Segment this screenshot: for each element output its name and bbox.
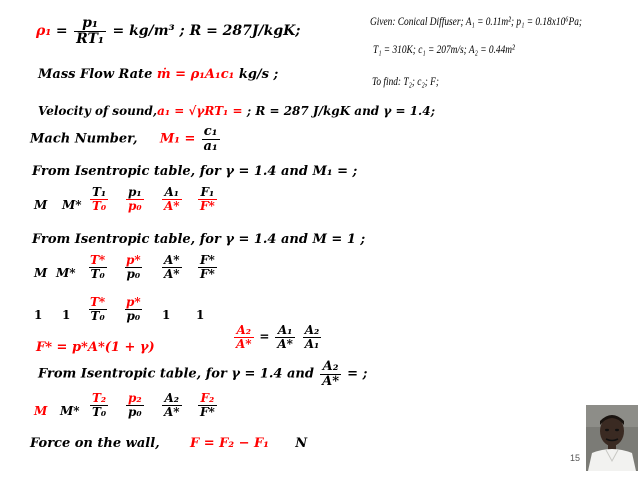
force-star-equation [36, 340, 155, 355]
table3-heading [38, 360, 367, 388]
table2-col-mstar: M* [56, 266, 76, 280]
table2-frac-force [198, 254, 217, 280]
table3-heading-text: From Isentropic table, for γ = 1.4 and [38, 366, 314, 382]
table2-frac-pressure [124, 254, 143, 280]
frac-den: T₀ [92, 198, 107, 213]
force-wall-unit: N [295, 436, 308, 451]
table3-col-m: M [34, 404, 48, 418]
table2-val-area: 1 [162, 308, 171, 322]
given-line-2: T₁ = 310K; c₁ = 207m/s; A₂ = 0.44m² [373, 42, 515, 56]
mach-num: c₁ [203, 124, 218, 139]
given-line-3: To find: T₂; c₂; F; [372, 74, 440, 88]
area-ratio-frac-1 [234, 324, 254, 350]
table3-frac-temp [90, 392, 108, 418]
frac-den: A* [164, 198, 180, 213]
mass-flow-label: Mass Flow Rate [38, 67, 157, 82]
frac-den: p₀ [128, 404, 142, 419]
table3-row [34, 392, 334, 432]
force-wall-expr: F = F₂ − F₁ [189, 436, 269, 451]
force-wall-label: Force on the wall, [30, 436, 160, 451]
frac-den: p₀ [126, 308, 141, 323]
frac-num: A₁ [164, 185, 180, 199]
table2-row-frac-temp [88, 296, 107, 322]
density-lhs: ρ₁ [36, 23, 52, 40]
table2-val-force: 1 [196, 308, 205, 322]
frac-num: T₂ [92, 391, 107, 405]
frac-num: p₁ [128, 185, 142, 199]
sound-expr: a₁ = √γRT₁ = [157, 104, 243, 118]
frac-num: T* [90, 295, 106, 309]
frac-den: p₀ [128, 198, 142, 213]
table2-row-frac-pressure [124, 296, 143, 322]
frac-den: F* [200, 404, 215, 419]
frac-den: A* [322, 373, 340, 389]
mach-fraction [202, 125, 220, 153]
table1-frac-area [162, 186, 182, 212]
mach-label: Mach Number, [30, 131, 138, 147]
mass-flow-line [38, 67, 278, 82]
frac-num: p* [126, 253, 141, 267]
frac-den: T₀ [90, 266, 105, 281]
table2-header-row [34, 254, 334, 294]
table1-row [34, 186, 334, 226]
mach-den: a₁ [203, 138, 218, 154]
frac-num: A* [164, 253, 180, 267]
density-num: p₁ [82, 15, 99, 31]
frac-den: A₁ [304, 336, 320, 351]
table3-frac-area [162, 392, 182, 418]
table3-frac-pressure [126, 392, 144, 418]
frac-num: A₂ [164, 391, 180, 405]
mass-flow-lhs: ṁ = ρ₁A₁c₁ [156, 67, 235, 82]
table1-col-m: M [34, 198, 48, 212]
table1-frac-force [198, 186, 217, 212]
frac-num: p* [126, 295, 141, 309]
area-ratio-eq: = [259, 329, 270, 344]
presenter-photo-drawing [586, 405, 638, 471]
frac-den: A* [277, 336, 293, 351]
table3-heading-frac [320, 360, 341, 388]
frac-num: F₂ [200, 391, 215, 405]
table1-col-mstar: M* [62, 198, 82, 212]
table2-frac-area [162, 254, 182, 280]
frac-den: T₀ [90, 308, 105, 323]
table2-val-mstar: 1 [62, 308, 71, 322]
table1-heading: From Isentropic table, for γ = 1.4 and M₁ = ; [32, 164, 358, 179]
frac-num: p₂ [128, 391, 142, 405]
density-eq: = [55, 23, 68, 40]
frac-num: A₂ [304, 323, 320, 337]
table3-heading-tail: = ; [347, 366, 368, 382]
table1-frac-temp [90, 186, 108, 212]
density-fraction [74, 16, 106, 46]
table2-col-m: M [34, 266, 48, 280]
frac-num: A₁ [277, 323, 293, 337]
table2-val-m: 1 [34, 308, 43, 322]
mach-lhs: M₁ = [159, 131, 196, 147]
sound-label: Velocity of sound, [38, 104, 158, 118]
frac-den: A* [164, 266, 180, 281]
density-den: RT₁ [76, 30, 105, 47]
force-star-lhs: F* = p*A*(1 + γ) [36, 340, 155, 355]
sound-velocity-line [38, 104, 435, 118]
frac-den: F* [200, 198, 215, 213]
frac-den: A* [164, 404, 180, 419]
mass-flow-unit: kg/s ; [234, 67, 279, 82]
frac-den: A* [236, 336, 252, 351]
frac-den: T₀ [92, 404, 107, 419]
table1-frac-pressure [126, 186, 144, 212]
frac-num: A₂ [236, 323, 252, 337]
area-ratio-equation [232, 324, 323, 350]
area-ratio-frac-3 [303, 324, 322, 350]
presenter-photo [586, 405, 638, 471]
frac-den: F* [200, 266, 215, 281]
table2-heading: From Isentropic table, for γ = 1.4 and M = 1 ; [32, 232, 366, 247]
density-rest: = kg/m³ ; R = 287J/kgK; [112, 23, 301, 40]
frac-den: p₀ [126, 266, 141, 281]
frac-num: A₂ [322, 359, 339, 374]
frac-num: T* [90, 253, 106, 267]
density-equation [36, 16, 300, 46]
area-ratio-frac-2 [275, 324, 295, 350]
table3-frac-force [198, 392, 217, 418]
frac-num: F* [200, 253, 215, 267]
force-wall-line [30, 436, 307, 451]
slide-number: 15 [570, 453, 581, 463]
table2-frac-temp [88, 254, 107, 280]
table3-col-mstar: M* [60, 404, 80, 418]
frac-num: T₁ [92, 185, 107, 199]
sound-rest: ; R = 287 J/kgK and γ = 1.4; [242, 104, 436, 118]
given-line-1: Given: Conical Diffuser; A₁ = 0.11m²; p₁ = 0.18x10⁶Pa; [370, 14, 583, 28]
mach-number-line [30, 125, 222, 153]
frac-num: F₁ [200, 185, 215, 199]
